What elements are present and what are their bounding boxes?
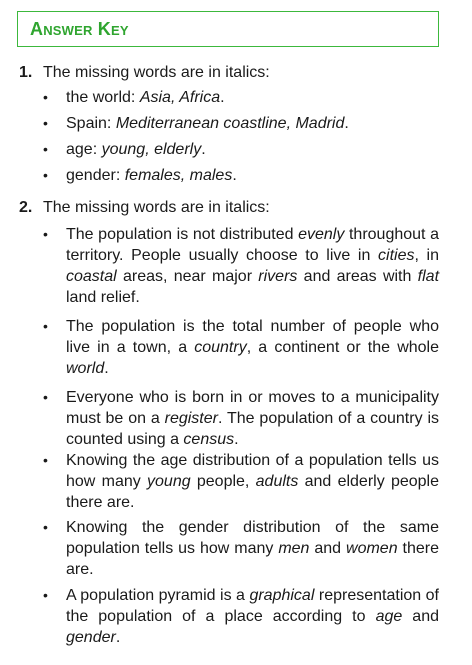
- list-item: [0, 517, 472, 580]
- item-text-segment: The population is not distributed: [66, 226, 299, 243]
- item-text-segment: and: [402, 608, 439, 625]
- punctuation: .: [232, 167, 237, 184]
- item-text-segment: throughout a territory. People usually choose to live in: [66, 226, 439, 264]
- item-text-segment: areas, near major: [116, 268, 259, 285]
- missing-word: adults: [255, 473, 299, 490]
- list-item-text: [66, 224, 439, 308]
- item-text-segment: land relief.: [66, 289, 140, 306]
- bullet-icon: •: [43, 389, 48, 405]
- item-text-segment: , a continent or the whole: [246, 339, 439, 356]
- item-text-segment: . The population of a country is counted using a: [66, 410, 439, 448]
- item-text-segment: A population pyramid is a: [66, 587, 250, 604]
- missing-word: men: [278, 540, 310, 557]
- question-2-number: 2.: [19, 199, 33, 216]
- list-item-text: [66, 165, 439, 186]
- bullet-icon: •: [43, 167, 48, 183]
- list-item-text: [66, 87, 439, 108]
- bullet-icon: •: [43, 519, 48, 535]
- list-item-text: [66, 387, 439, 450]
- missing-word: evenly: [298, 226, 345, 243]
- answer-key-header: [17, 11, 439, 47]
- question-2-intro: The missing words are in italics:: [43, 199, 270, 216]
- list-item: [0, 224, 472, 308]
- missing-word: census: [183, 431, 235, 448]
- item-text-segment: Knowing the age distribution of a population tells us how many: [66, 452, 439, 490]
- item-text-segment: Knowing the gender distribution of the same population tells us how many: [66, 519, 439, 557]
- bullet-icon: •: [43, 318, 48, 334]
- list-item-text: [66, 585, 439, 648]
- missing-word: country: [194, 339, 247, 356]
- item-text-segment: representation of the population of a place according to: [66, 587, 440, 625]
- item-text-segment: there are.: [66, 540, 439, 578]
- list-item: [0, 585, 472, 648]
- item-label: age:: [66, 141, 102, 158]
- bullet-icon: •: [43, 141, 48, 157]
- item-text-segment: Everyone who is born in or moves to a municipality must be on a: [66, 389, 439, 427]
- bullet-icon: •: [43, 89, 48, 105]
- missing-word: Mediterranean coastline, Madrid: [115, 115, 345, 132]
- punctuation: .: [220, 89, 225, 106]
- item-text-segment: , in: [414, 247, 440, 264]
- missing-word: rivers: [258, 268, 298, 285]
- bullet-icon: •: [43, 115, 48, 131]
- punctuation: .: [344, 115, 349, 132]
- missing-word: age: [375, 608, 403, 625]
- bullet-icon: •: [43, 587, 48, 603]
- punctuation: .: [201, 141, 206, 158]
- missing-word: flat: [417, 268, 440, 285]
- missing-word: world: [66, 360, 105, 377]
- answer-key-title: Answer Key: [30, 19, 129, 39]
- item-text-segment: and elderly people there are.: [66, 473, 440, 511]
- missing-word: coastal: [66, 268, 117, 285]
- missing-word: females, males: [124, 167, 233, 184]
- missing-word: Asia, Africa: [139, 89, 221, 106]
- item-text-segment: The population is the total number of people who live in a town, a: [66, 318, 439, 356]
- list-item-text: [66, 113, 439, 134]
- item-label: gender:: [66, 167, 125, 184]
- missing-word: cities: [378, 247, 415, 264]
- list-item: [0, 450, 472, 513]
- list-item: [0, 387, 472, 450]
- item-text-segment: and areas with: [297, 268, 418, 285]
- item-text-segment: .: [115, 629, 121, 646]
- list-item-text: [66, 316, 439, 379]
- item-label: the world:: [66, 89, 140, 106]
- missing-word: register: [164, 410, 218, 427]
- list-item-text: [66, 450, 439, 513]
- list-item-text: [66, 517, 439, 580]
- missing-word: graphical: [249, 587, 315, 604]
- bullet-icon: •: [43, 452, 48, 468]
- item-label: Spain:: [66, 115, 116, 132]
- item-text-segment: and: [309, 540, 347, 557]
- missing-word: gender: [66, 629, 116, 646]
- list-item: [0, 316, 472, 379]
- missing-word: young, elderly: [101, 141, 202, 158]
- item-text-segment: .: [234, 431, 239, 448]
- item-text-segment: people,: [190, 473, 256, 490]
- question-1-intro: The missing words are in italics:: [43, 64, 270, 81]
- missing-word: young: [147, 473, 191, 490]
- item-text-segment: .: [104, 360, 109, 377]
- question-1-number: 1.: [19, 64, 33, 81]
- list-item-text: [66, 139, 439, 160]
- missing-word: women: [346, 540, 398, 557]
- bullet-icon: •: [43, 226, 48, 242]
